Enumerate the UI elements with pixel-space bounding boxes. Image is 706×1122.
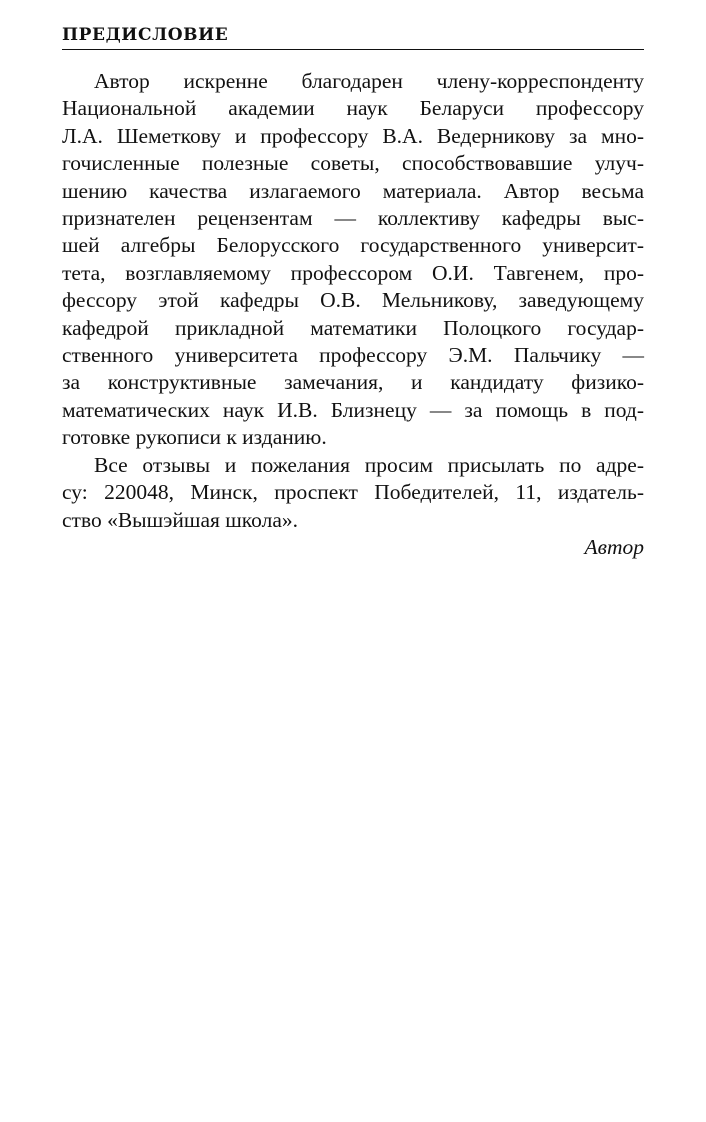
text-line: Автор искренне благодарен члену-корреспонденту [94,69,644,93]
text-line: шей алгебры Белорусского государственного университ- [62,233,644,258]
text-line: ственного университета профессору Э.М. Пальчику — [62,343,644,368]
text-line: готовке рукописи к изданию. [62,425,327,450]
text-line: тета, возглавляемому профессором О.И. Тавгенем, про- [62,260,644,285]
text-line: признателен рецензентам — коллективу кафедры выс- [62,206,644,231]
text-line: Все отзывы и пожелания просим присылать по адре- [94,452,644,477]
text-line: за конструктивные замечания, и кандидату физико- [62,370,644,395]
text-line: су: 220048, Минск, проспект Победителей, 11, издатель- [62,480,644,505]
paragraph-acknowledgements [62,68,644,452]
text-line: математических наук И.В. Близнецу — за помощь в под- [62,397,644,422]
paragraph-contact [62,452,644,534]
preface-body [62,68,644,561]
text-line: Л.А. Шеметкову и профессору В.А. Ведерникову за мно- [62,123,644,148]
page [62,24,644,561]
text-line: шению качества излагаемого материала. Автор весьма [62,178,644,203]
running-head-title: ПРЕДИСЛОВИЕ [62,24,644,50]
text-line: кафедрой прикладной математики Полоцкого государ- [62,315,644,340]
text-line: ство «Вышэйшая школа». [62,507,299,532]
author-signature: Автор [584,534,644,559]
text-line: фессору этой кафедры О.В. Мельникову, заведующему [62,288,644,313]
text-line: гочисленные полезные советы, способствовавшие улуч- [62,151,644,176]
text-line: Национальной академии наук Беларуси профессору [62,96,644,121]
